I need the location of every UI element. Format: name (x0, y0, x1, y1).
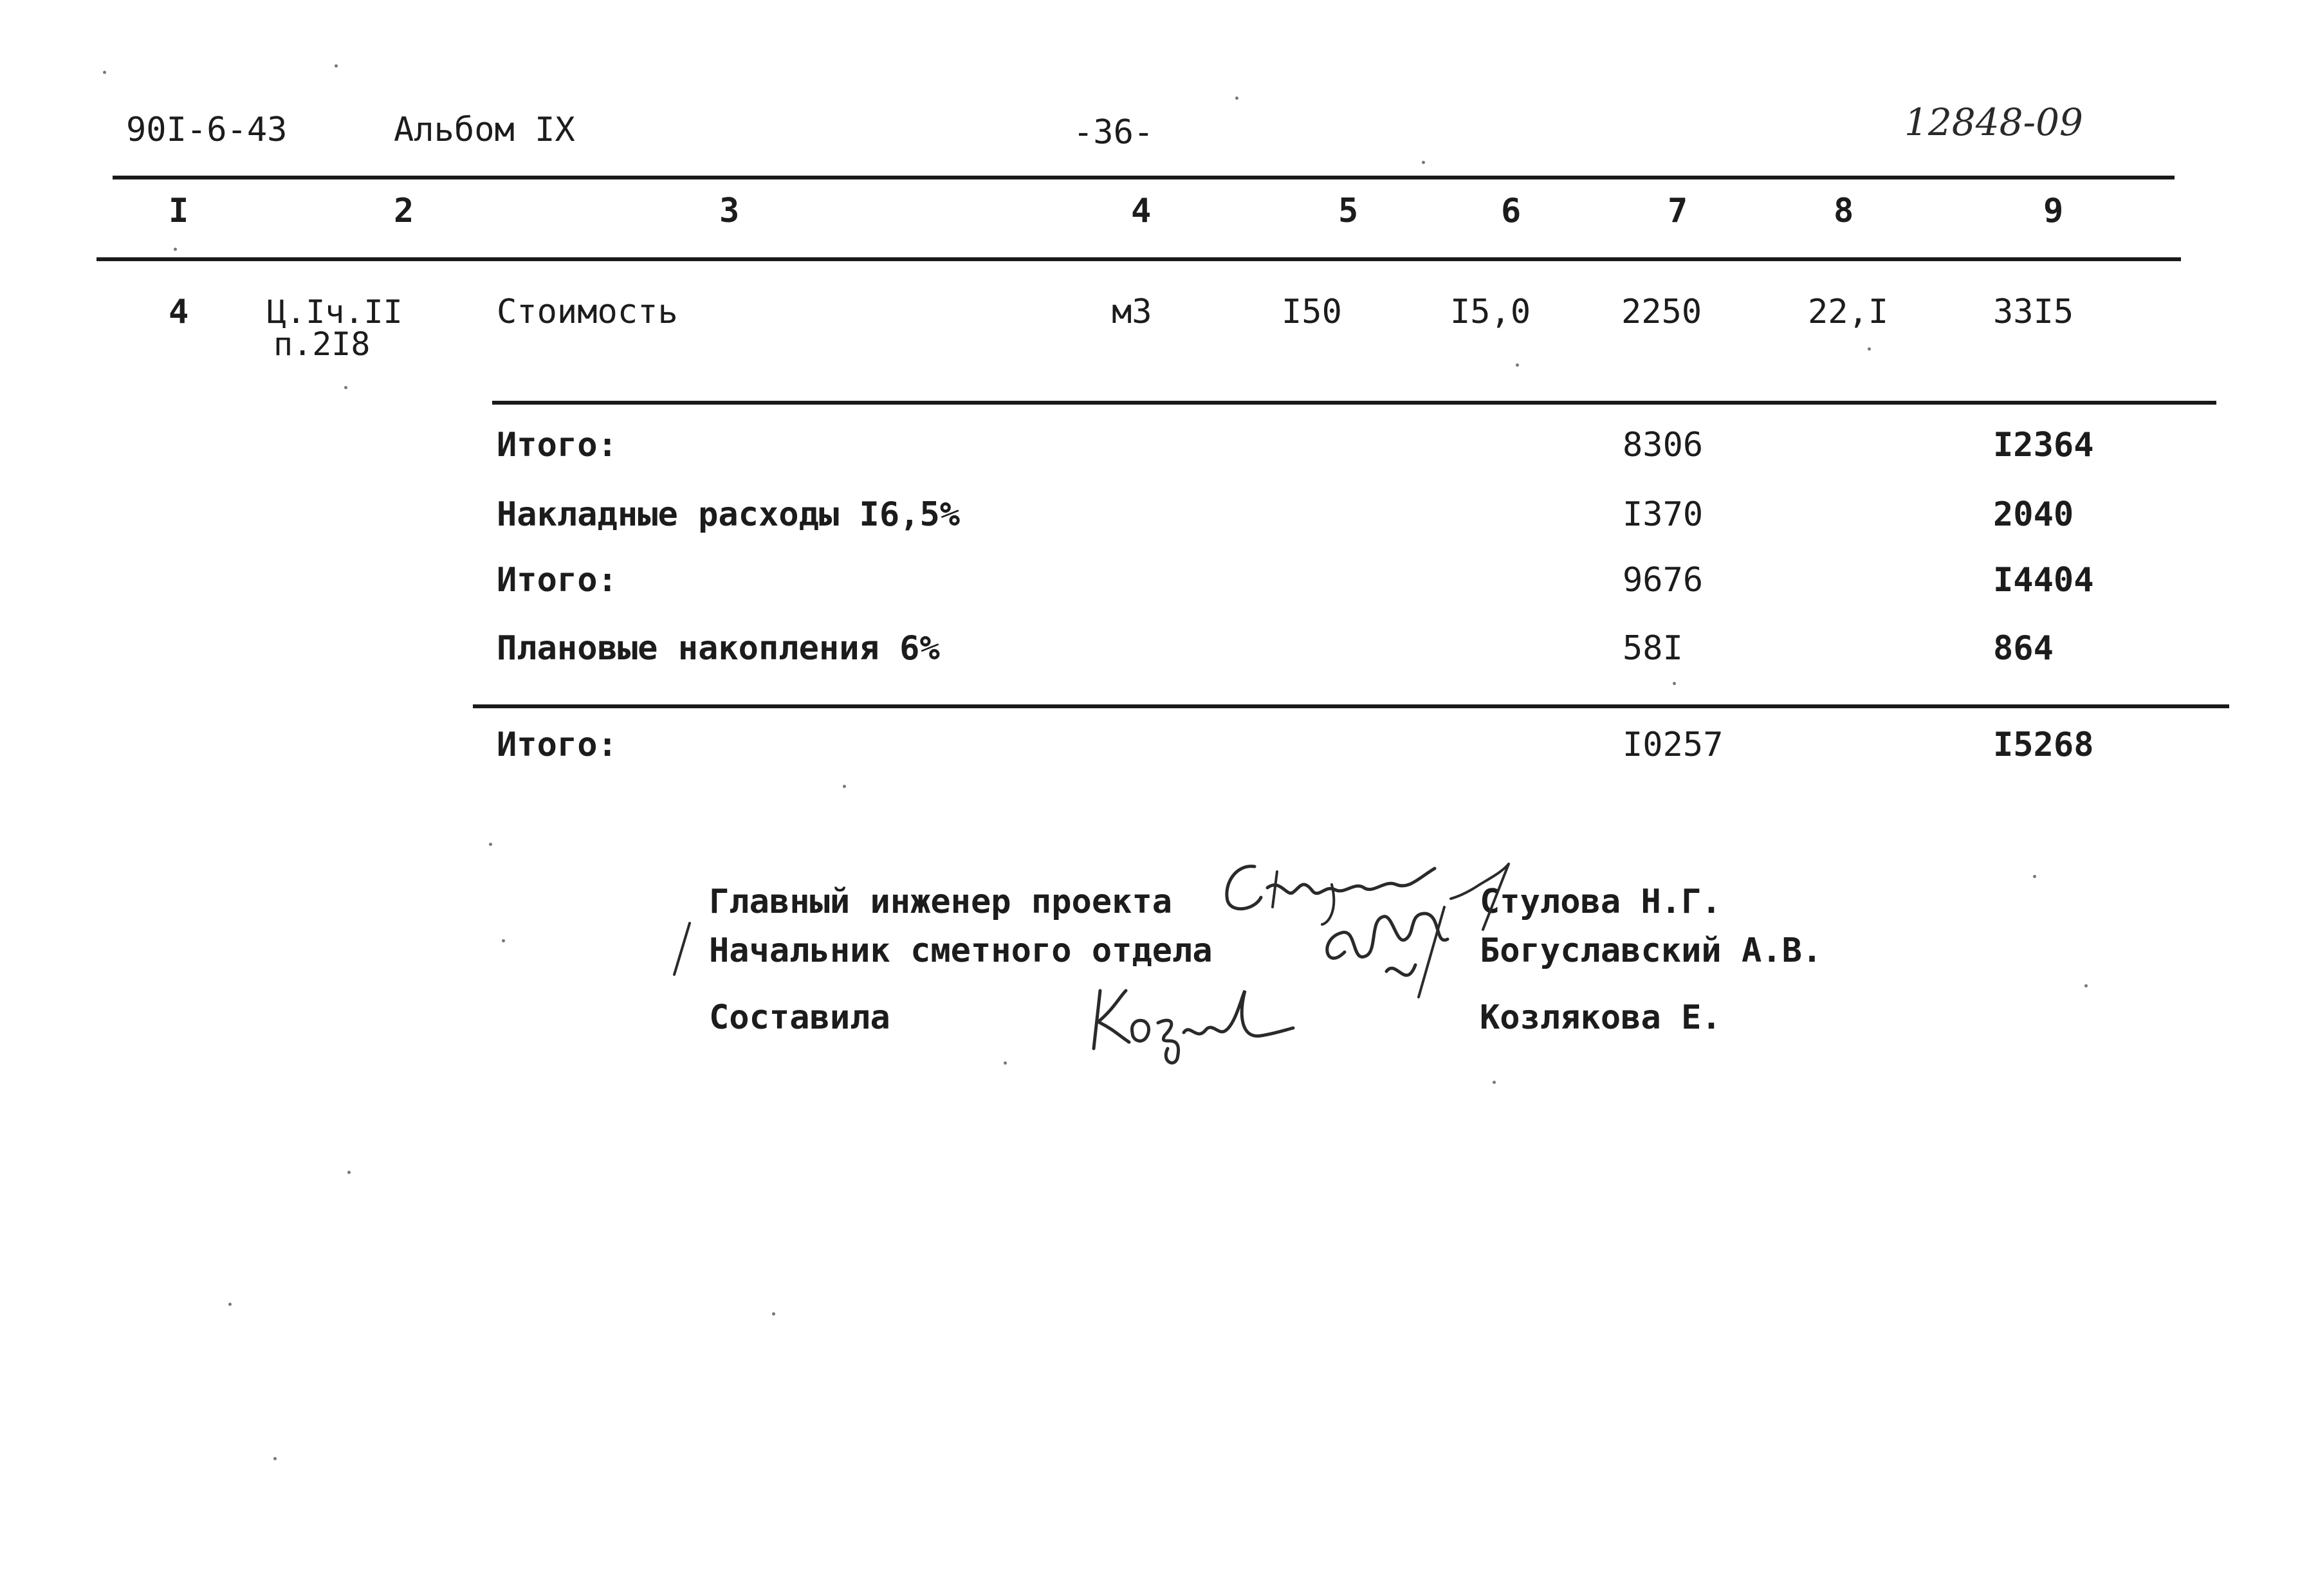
signature-compiler (1081, 971, 1300, 1068)
scan-speck (1235, 96, 1238, 100)
summary-col9: I4404 (1993, 561, 2094, 600)
row-quantity: I50 (1282, 293, 1342, 331)
scan-speck (1868, 347, 1871, 351)
grand-total-col7: I0257 (1623, 726, 1724, 764)
scan-speck (103, 71, 106, 74)
column-number-6: 6 (1501, 192, 1522, 230)
summary-col9: I2364 (1993, 426, 2094, 464)
column-number-5: 5 (1338, 192, 1359, 230)
scan-speck (2084, 984, 2088, 987)
grand-total-label: Итого: (497, 726, 618, 764)
column-number-4: 4 (1131, 192, 1152, 230)
column-number-7: 7 (1668, 192, 1688, 230)
project-code: 90I-6-43 (126, 111, 288, 149)
scan-speck (1673, 682, 1676, 685)
signatory-name: Богуславский А.В. (1480, 931, 1823, 970)
scan-speck (347, 1171, 351, 1174)
summary-col7: 58I (1623, 629, 1683, 668)
row-index: 4 (169, 293, 189, 331)
subtotal-rule (492, 401, 2216, 405)
scan-speck (174, 248, 177, 251)
scan-speck (843, 785, 846, 788)
signature-estimate-head (1306, 894, 1460, 1010)
summary-col9: 2040 (1993, 495, 2074, 534)
scan-speck (502, 939, 505, 942)
signatory-name: Козлякова Е. (1480, 998, 1722, 1037)
page-number: -36- (1073, 113, 1154, 152)
column-number-2: 2 (394, 192, 414, 230)
scan-speck (489, 843, 492, 846)
signatory-name: Стулова Н.Г. (1480, 883, 1722, 921)
column-number-9: 9 (2043, 192, 2064, 230)
inventory-number: 12848-09 (1904, 100, 2083, 144)
signatory-role: Главный инженер проекта (709, 883, 1173, 921)
scan-speck (1516, 363, 1519, 367)
grand-total-col9: I5268 (1993, 726, 2094, 764)
row-unit: м3 (1112, 293, 1152, 331)
margin-stroke (669, 920, 695, 978)
row-name: Стоимость (497, 293, 678, 331)
signatory-role: Составила (709, 998, 890, 1037)
header-top-rule (113, 176, 2175, 179)
signatory-role: Начальник сметного отдела (709, 931, 1213, 970)
summary-col7: 8306 (1623, 426, 1704, 464)
row-unit-price: I5,0 (1450, 293, 1531, 331)
column-number-8: 8 (1834, 192, 1854, 230)
row-total-current: 33I5 (1993, 293, 2074, 331)
summary-col9: 864 (1993, 629, 2054, 668)
album-title: Альбом IX (394, 111, 575, 149)
summary-col7: I370 (1623, 495, 1704, 534)
row-reference-line2: п.2I8 (273, 326, 371, 363)
scan-speck (772, 1312, 775, 1316)
scan-speck (344, 386, 347, 389)
scan-speck (1004, 1061, 1007, 1065)
scan-speck (228, 1303, 232, 1306)
row-reference-line1: Ц.Iч.II (267, 293, 403, 331)
row-total-cost: 2250 (1621, 293, 1702, 331)
column-number-1: I (169, 192, 189, 230)
summary-col7: 9676 (1623, 561, 1704, 600)
scan-speck (2033, 875, 2036, 878)
header-bottom-rule (97, 257, 2181, 261)
scan-speck (335, 64, 338, 68)
scan-speck (273, 1457, 277, 1460)
summary-label: Итого: (497, 426, 618, 464)
column-number-3: 3 (719, 192, 740, 230)
margin-stroke (1444, 859, 1515, 936)
scan-speck (1422, 161, 1425, 164)
scan-speck (1493, 1081, 1496, 1084)
summary-label: Итого: (497, 561, 618, 600)
summary-label: Накладные расходы I6,5% (497, 495, 961, 534)
row-coefficient: 22,I (1808, 293, 1889, 331)
summary-label: Плановые накопления 6% (497, 629, 940, 668)
total-rule (473, 704, 2229, 708)
